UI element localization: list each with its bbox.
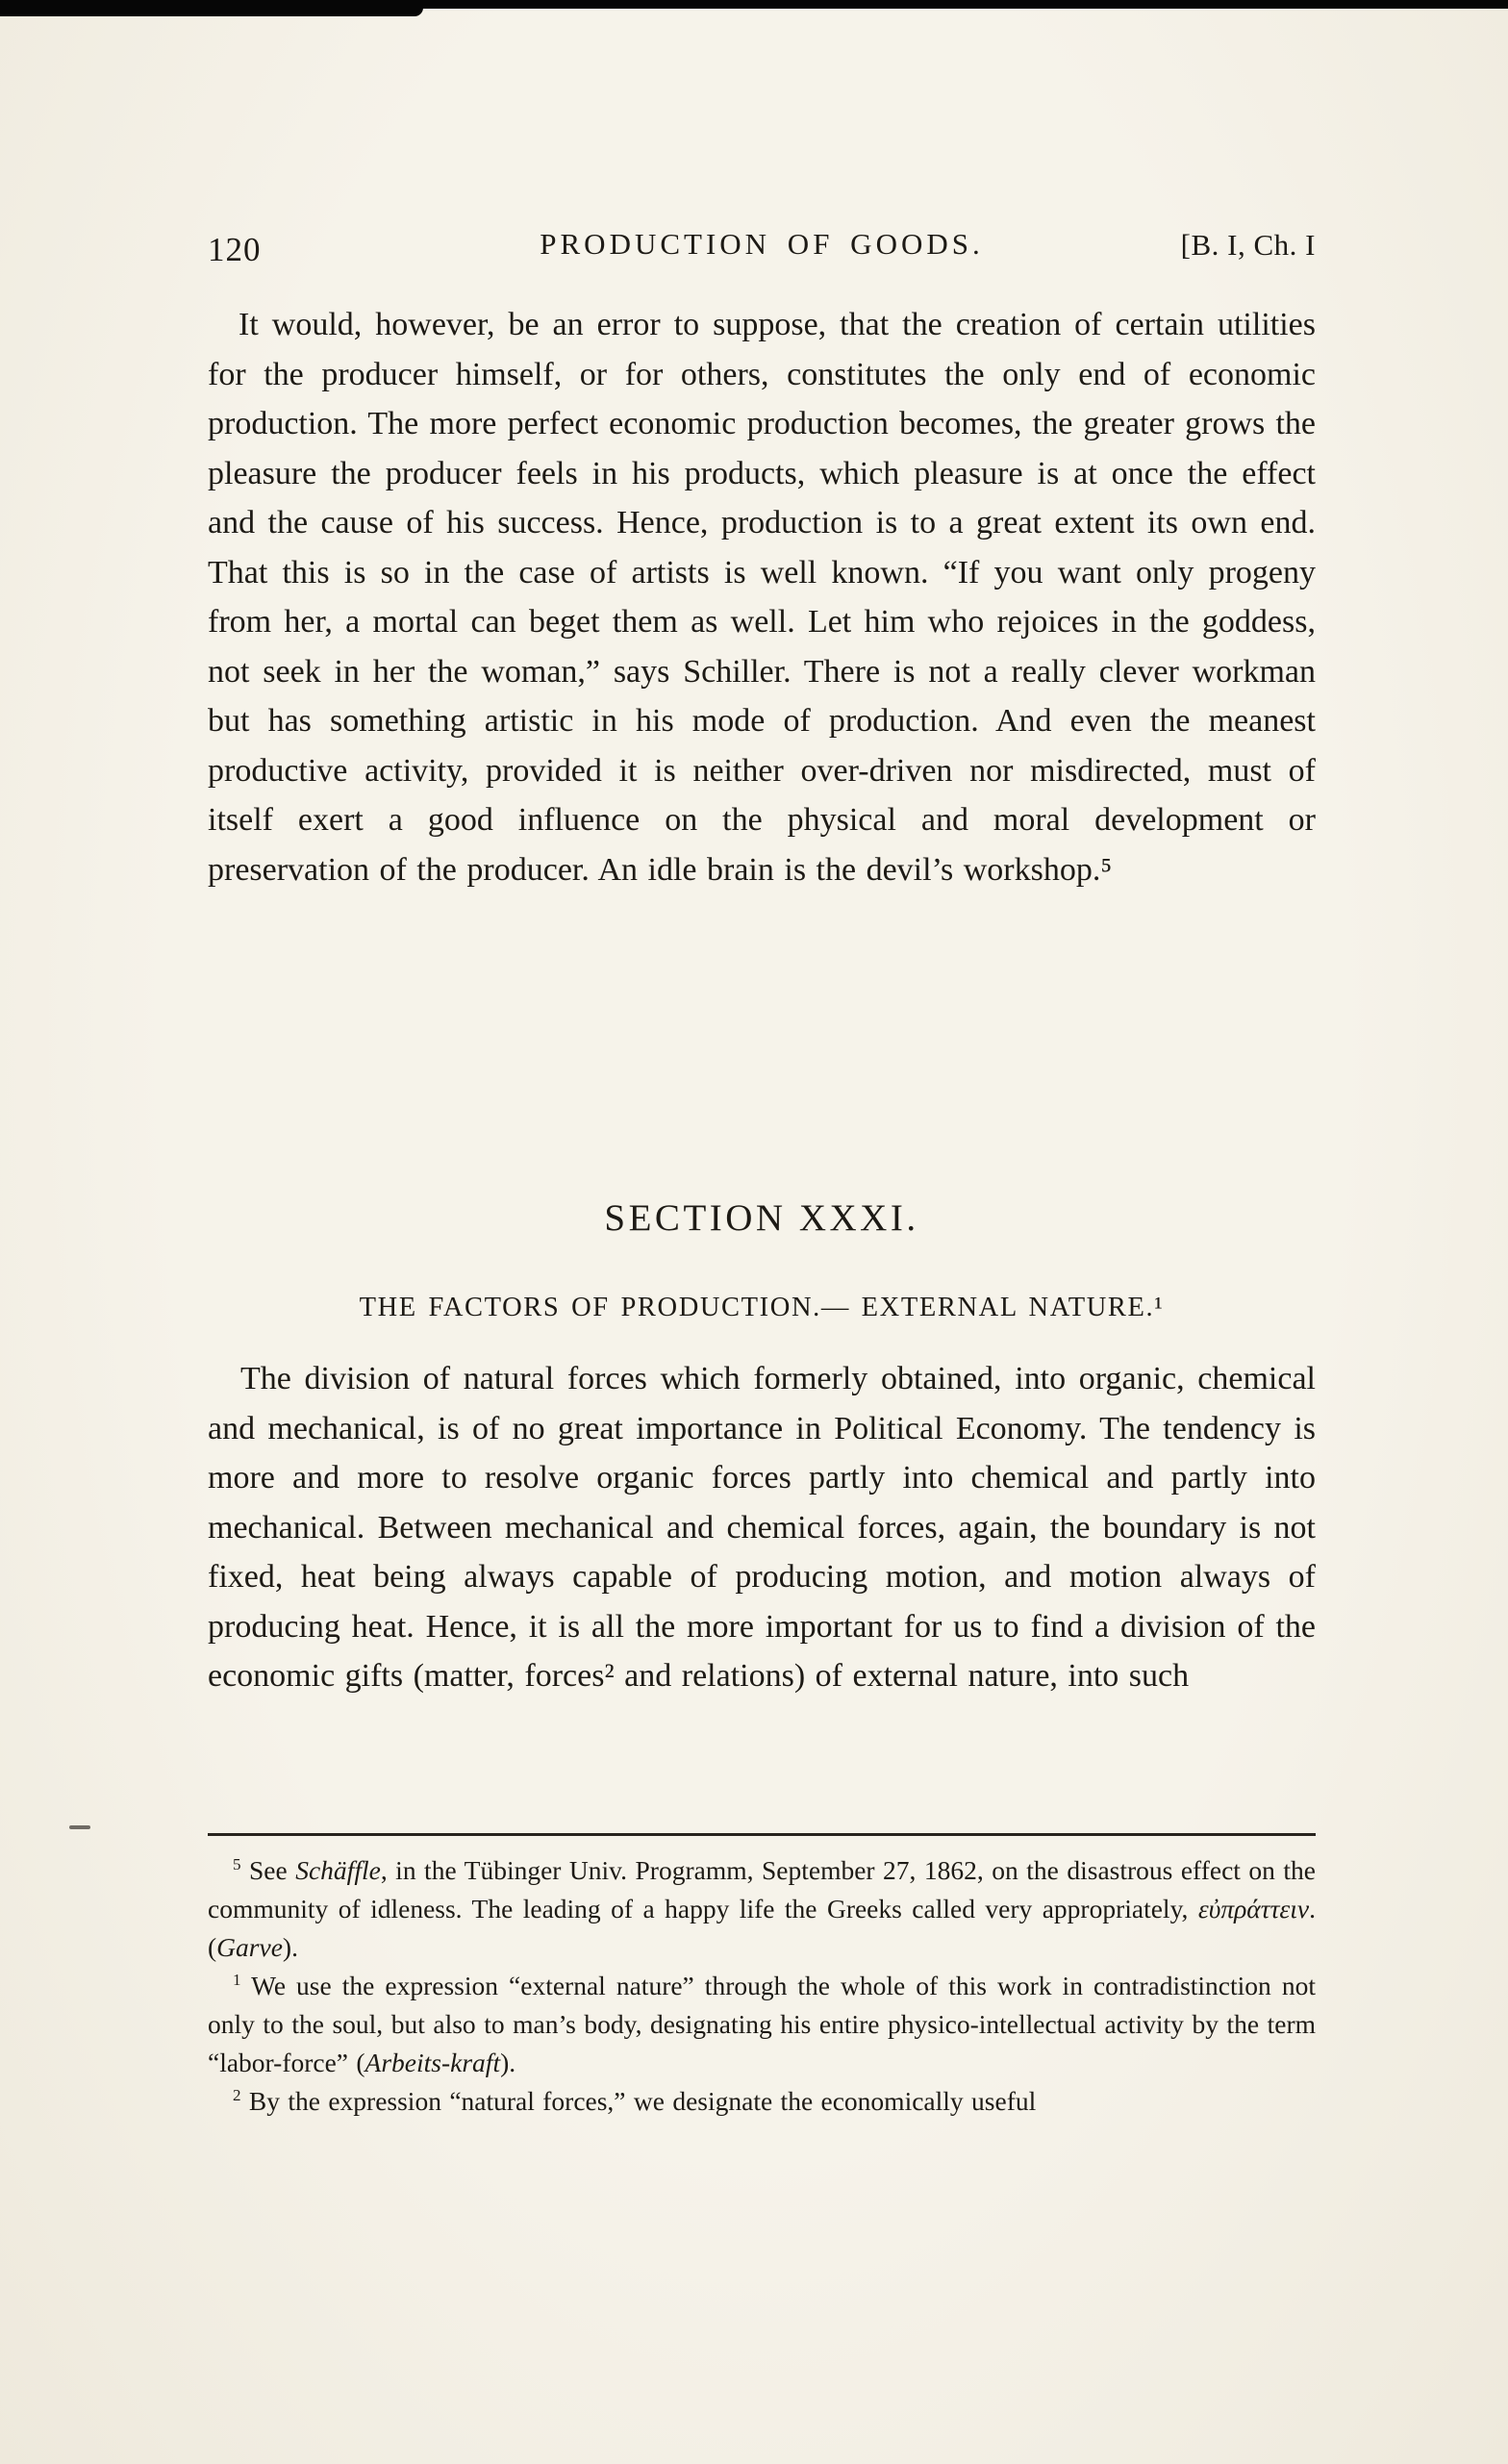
footnote-text: ). bbox=[500, 2048, 516, 2077]
page-header bbox=[208, 227, 1316, 268]
footnote-2 bbox=[208, 2082, 1316, 2121]
paragraph-factors-of-production: The division of natural forces which formerly obtained, into organic, chemical and mechanical, is of no great importance in Political Economy. The tendency is more and more to resolve organic forces partly into chemical and partly into mechanical. Between mechanical and chemical forces, again, the boundary is not fixed, heat being always capable of producing motion, and motion always of producing heat. Hence, it is all the more important for us to find a division of the economic gifts (matter, forces² and relations) of external nature, into such bbox=[208, 1361, 1316, 1694]
footnote-text: By the expression “natural forces,” we designate the economically useful bbox=[248, 2086, 1037, 2116]
section-heading: SECTION XXXI. bbox=[604, 1197, 919, 1239]
section-subheading: THE FACTORS OF PRODUCTION.— EXTERNAL NATURE.¹ bbox=[359, 1293, 1165, 1322]
footnote-1 bbox=[208, 1967, 1316, 2082]
footnote-5 bbox=[208, 1851, 1316, 1967]
footnotes-list bbox=[208, 1851, 1316, 2121]
footnote-text: ). bbox=[282, 1932, 298, 1962]
footnote-text-italic: Garve bbox=[216, 1932, 283, 1962]
footnote-text-italic: Schäffle bbox=[295, 1855, 381, 1885]
footnote-text: . ( bbox=[208, 1894, 1316, 1962]
page-number: 120 bbox=[208, 231, 262, 268]
footnote-text: See bbox=[249, 1855, 296, 1885]
footnote-text: , in the Tübinger Univ. Programm, September 27, 1862, on the disastrous effect on the community of idleness. The leading of a happy life the Greeks called very appropriately, bbox=[208, 1855, 1316, 1923]
footnote-text-italic: εὐπράττειν bbox=[1197, 1894, 1310, 1923]
paragraph-production-own-end: It would, however, be an error to suppose, that the creation of certain utilities for the producer himself, or for others, constitutes the only end of economic production. The more perfect economic production becomes, the greater grows the pleasure the producer feels in his products, which pleasure is at once the effect and the cause of his success. Hence, production is to a great extent its own end. That this is so in the case of artists is well known. “If you want only progeny from her, a mortal can beget them as well. Let him who rejoices in the goddess, not seek in her the woman,” says Schiller. There is not a really clever workman but has something artistic in his mode of production. And even the meanest productive activity, provided it is neither over-driven nor misdirected, must of itself exert a good influence on the physical and moral development or preservation of the producer. An idle brain is the devil’s workshop.⁵ bbox=[208, 307, 1316, 888]
footnote-text-italic: Arbeits-kraft bbox=[364, 2048, 501, 2077]
footnote-marker: 2 bbox=[233, 2085, 241, 2104]
running-title: PRODUCTION OF GOODS. bbox=[540, 227, 984, 261]
margin-mark bbox=[69, 1825, 90, 1829]
footnote-marker: 1 bbox=[233, 1970, 241, 1989]
footnote-marker: 5 bbox=[233, 1854, 241, 1873]
book-page bbox=[208, 0, 1316, 2464]
chapter-reference: [B. I, Ch. I bbox=[1180, 228, 1316, 262]
footnote-block bbox=[208, 1833, 1316, 2121]
footnote-text: We use the expression “external nature” through the whole of this work in contradistinction not only to the soul, but also to man’s body, designating his entire physico-intellectual activity by the term “labor-force” ( bbox=[208, 1971, 1316, 2077]
footnote-rule bbox=[208, 1833, 1316, 1836]
